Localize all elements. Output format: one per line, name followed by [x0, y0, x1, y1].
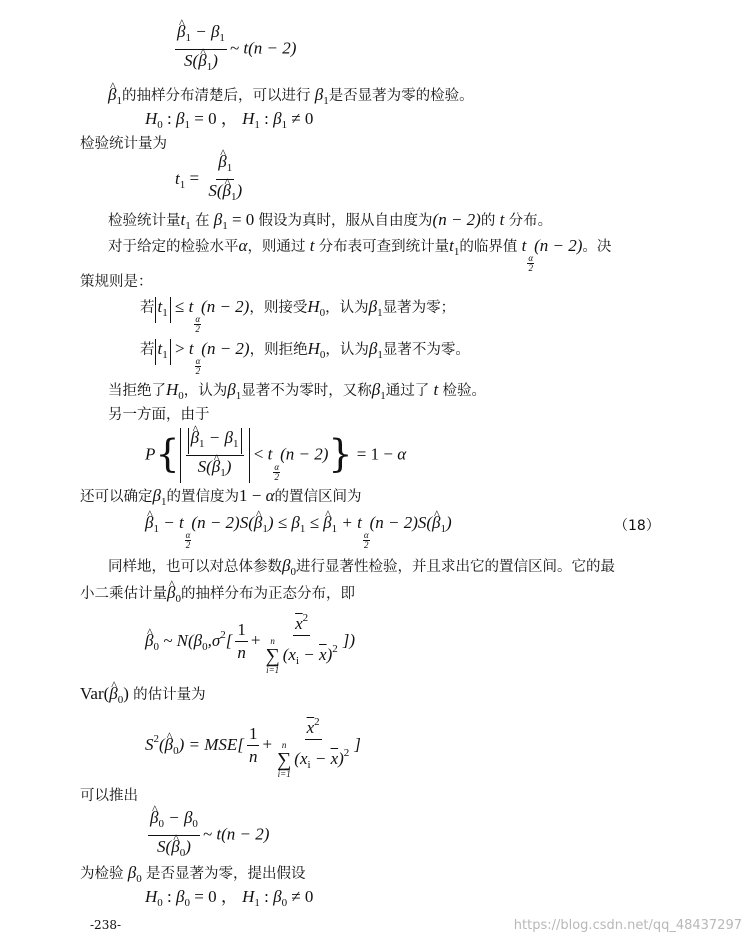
hypothesis-beta0: $H_0$ : $\beta_0 = 0$ ， $H_1$ : $\beta_0 \ne 0$: [145, 887, 314, 909]
hypothesis-beta1: $H_0$ : $\beta_1 = 0$ ， $H_1$ : $\beta_1 \ne 0$: [145, 109, 314, 131]
rule-reject: 若 $t_1 > t$ $\frac{\alpha}{2}$ (n − 2)，则拒绝$H_0$，认为$\beta_1$显著不为零。: [140, 339, 470, 376]
text-line: 策规则是：: [80, 274, 153, 290]
text-line: ^ $\beta_1$的抽样分布清楚后，可以进行 $\beta_1$是否显著为零的检验。: [108, 85, 474, 111]
text-line: 小二乘估计量^ $\beta_0$的抽样分布为正态分布，即: [80, 583, 355, 609]
equation-t-dist-beta1: ^ $\frac{\beta_1 - \beta_1}{S(\^{} \beta_1)}$ ~ t(n − 2): [172, 22, 296, 77]
text-line: 对于给定的检验水平α，则通过 t 分布表可查到统计量$t_1$的临界值 t $\frac{\alpha}{2}$ (n − 2)。决: [108, 236, 612, 273]
text-line: 还可以确定$\beta_1$的置信度为1 − α的置信区间为: [80, 486, 362, 508]
rule-accept: 若 $t_1 \le t$ $\frac{\alpha}{2}$ (n − 2)，则接受$H_0$，认为$\beta_1$显著为零；: [140, 297, 456, 334]
equation-t1: $t_1$ = ^ $\frac{\beta_1}{S(\^{} \beta_1)}$: [175, 152, 247, 207]
text-line: 为检验 $\beta_0$ 是否显著为零，提出假设: [80, 863, 306, 885]
equation-confidence-interval: ^ $\beta_1 - t$ $\frac{\alpha}{2}$ (n − 2)S(^ $\beta_1) \le \beta_1$ ≤ ^ $\beta_1 + t$ $\frac{\alpha}{2}$ (n − 2)S(^ $\beta_1$): [145, 513, 452, 550]
equation-probability: P{ ^ $\frac{\beta_1 - \beta_1}{S(\^{} \beta_1)}$ < t $\frac{\alpha}{2}$ (n − 2)} = 1 − α: [145, 428, 406, 483]
equation-normal-beta0: ^ $\beta_0$ ~ $N(\beta_0,\sigma^2$[ $\frac{1}{n}$ + $\overline{x}^2$ n ∑ i=1 $(x_i - \overline{x})^2$ ]): [145, 608, 355, 675]
equation-variance-estimator: $S^2(\^{}$ $\beta_0) = MSE$[ $\frac{1}{n}$ + $\overline{x}^2$ n ∑ i=1 $(x_i - \overline{x})^2$ ]: [145, 712, 361, 779]
text-line: 检验统计量$t_1$ 在 $\beta_1 = 0$ 假设为真时，服从自由度为(n − 2)的 t 分布。: [108, 210, 553, 232]
text-line: 同样地，也可以对总体参数$\beta_0$进行显著性检验，并且求出它的置信区间。它的最: [108, 556, 615, 578]
equation-t-dist-beta0: ^ $\frac{\beta_0 - \beta_0}{S(\^{} \beta_0)}$ ~ t(n − 2): [145, 808, 269, 863]
watermark: https://blog.csdn.net/qq_48437297: [513, 918, 742, 933]
text-line: Var(^ $\beta_0$) 的估计量为: [80, 684, 206, 710]
text-line: 另一方面，由于: [108, 407, 210, 423]
page-number: -238-: [90, 918, 122, 932]
text-line: 可以推出: [80, 788, 138, 804]
text-line: 当拒绝了$H_0$，认为$\beta_1$显著不为零时，又称$\beta_1$通过了 t 检验。: [108, 380, 486, 402]
text-line: 检验统计量为: [80, 136, 167, 152]
equation-number: （18）: [614, 518, 660, 534]
